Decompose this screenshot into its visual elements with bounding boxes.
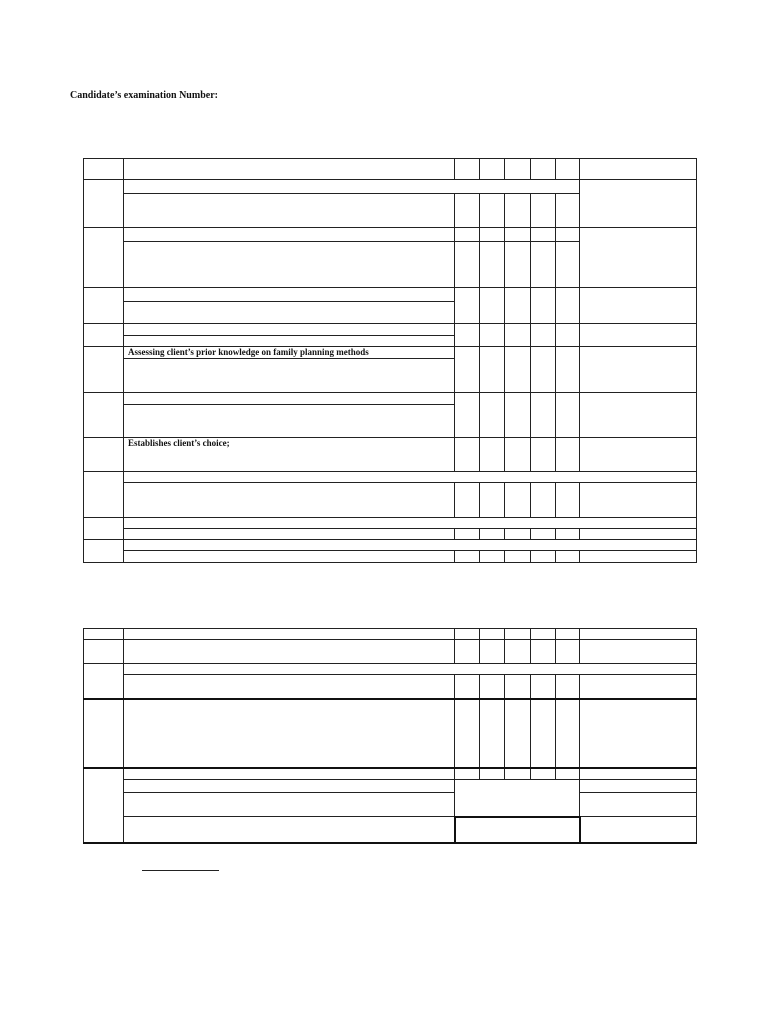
- table-row: [84, 664, 697, 675]
- cell: [84, 180, 124, 228]
- table-row: [84, 472, 697, 483]
- score-cell[interactable]: [531, 483, 556, 518]
- score-cell[interactable]: [480, 288, 505, 324]
- score-cell[interactable]: [480, 393, 505, 438]
- score-cell[interactable]: [455, 768, 480, 780]
- cell: [84, 159, 124, 180]
- cell: [84, 228, 124, 288]
- score-cell[interactable]: [556, 242, 580, 288]
- score-cell[interactable]: [455, 675, 480, 699]
- score-cell[interactable]: [505, 699, 531, 768]
- cell: [124, 324, 455, 336]
- score-cell[interactable]: [455, 194, 480, 228]
- cell: [124, 405, 455, 438]
- cell: [124, 768, 455, 780]
- cell: [580, 393, 697, 438]
- score-cell[interactable]: [505, 529, 531, 540]
- cell: [124, 640, 455, 664]
- cell: [505, 159, 531, 180]
- table-row: [84, 817, 697, 843]
- score-cell[interactable]: [480, 194, 505, 228]
- cell: [84, 640, 124, 664]
- table-row: [84, 518, 697, 529]
- table-row: [84, 529, 697, 540]
- cell: [124, 180, 580, 194]
- table-row: [84, 551, 697, 563]
- cell: [580, 159, 697, 180]
- cell: [84, 472, 124, 518]
- table-row: [84, 483, 697, 518]
- score-cell[interactable]: [505, 242, 531, 288]
- score-cell[interactable]: [480, 551, 505, 563]
- table-row: [84, 675, 697, 699]
- cell: [580, 793, 697, 817]
- score-cell[interactable]: [455, 699, 480, 768]
- cell: [84, 699, 124, 768]
- cell: [124, 242, 455, 288]
- cell: [124, 699, 455, 768]
- checklist-table-1: [83, 158, 697, 563]
- score-cell[interactable]: [556, 768, 580, 780]
- score-cell[interactable]: [505, 438, 531, 472]
- table-row: [84, 780, 697, 793]
- score-cell[interactable]: [505, 393, 531, 438]
- score-cell[interactable]: [505, 288, 531, 324]
- cell: [580, 180, 697, 228]
- cell: [124, 288, 455, 302]
- score-cell[interactable]: [455, 551, 480, 563]
- score-cell[interactable]: [455, 640, 480, 664]
- cell: [84, 540, 124, 563]
- score-cell[interactable]: [455, 347, 480, 393]
- assessing-knowledge-label: Assessing client’s prior knowledge on family planning methods: [124, 347, 455, 359]
- score-cell[interactable]: [556, 675, 580, 699]
- total-score-box[interactable]: [455, 817, 580, 843]
- cell: [84, 768, 124, 843]
- table-row: [84, 768, 697, 780]
- cell: [580, 347, 697, 393]
- score-cell[interactable]: [480, 529, 505, 540]
- score-cell[interactable]: [531, 288, 556, 324]
- cell: [124, 780, 455, 793]
- checklist-table-2: [83, 628, 697, 844]
- score-cell[interactable]: [455, 483, 480, 518]
- cell: [124, 529, 455, 540]
- cell: [124, 228, 455, 242]
- cell: [580, 780, 697, 793]
- score-cell[interactable]: [531, 529, 556, 540]
- cell: [124, 483, 455, 518]
- cell: [124, 302, 455, 324]
- cell: [84, 393, 124, 438]
- table-row: [84, 540, 697, 551]
- score-cell[interactable]: [556, 194, 580, 228]
- cell: [556, 629, 580, 640]
- cell: [531, 159, 556, 180]
- table-row: [84, 347, 697, 359]
- cell: [580, 529, 697, 540]
- score-cell[interactable]: [480, 438, 505, 472]
- table-row: [84, 393, 697, 405]
- score-cell[interactable]: [531, 438, 556, 472]
- score-cell[interactable]: [480, 768, 505, 780]
- cell: [580, 640, 697, 664]
- score-cell[interactable]: [505, 551, 531, 563]
- cell: [580, 438, 697, 472]
- table-row: [84, 640, 697, 664]
- cell: [84, 288, 124, 324]
- score-cell[interactable]: [556, 438, 580, 472]
- cell: [84, 324, 124, 347]
- score-cell[interactable]: [480, 242, 505, 288]
- score-cell[interactable]: [505, 324, 531, 347]
- cell: [124, 664, 697, 675]
- establishes-choice-label: Establishes client’s choice;: [124, 438, 455, 472]
- score-cell[interactable]: [531, 640, 556, 664]
- cell: [580, 228, 697, 288]
- cell: [580, 699, 697, 768]
- score-cell[interactable]: [505, 675, 531, 699]
- signature-line: [142, 870, 219, 871]
- cell: [580, 483, 697, 518]
- cell: [124, 393, 455, 405]
- score-cell[interactable]: [505, 194, 531, 228]
- cell: [580, 288, 697, 324]
- score-cell[interactable]: [556, 347, 580, 393]
- score-cell[interactable]: [505, 228, 531, 242]
- score-cell[interactable]: [480, 324, 505, 347]
- cell: [580, 324, 697, 347]
- score-cell[interactable]: [505, 347, 531, 393]
- cell: [84, 347, 124, 393]
- score-cell[interactable]: [556, 228, 580, 242]
- cell: [580, 551, 697, 563]
- cell: [455, 629, 480, 640]
- score-cell[interactable]: [556, 551, 580, 563]
- cell: [84, 629, 124, 640]
- score-cell[interactable]: [505, 483, 531, 518]
- score-cell[interactable]: [480, 675, 505, 699]
- score-cell[interactable]: [556, 699, 580, 768]
- score-cell[interactable]: [531, 347, 556, 393]
- table-row: [84, 699, 697, 768]
- cell: [580, 768, 697, 780]
- cell: [455, 159, 480, 180]
- cell: [124, 518, 697, 529]
- score-cell[interactable]: [531, 324, 556, 347]
- score-cell[interactable]: [531, 699, 556, 768]
- score-cell[interactable]: [531, 194, 556, 228]
- cell: [505, 629, 531, 640]
- cell: [480, 159, 505, 180]
- cell: [124, 629, 455, 640]
- score-cell[interactable]: [455, 288, 480, 324]
- cell: [480, 629, 505, 640]
- score-cell[interactable]: [556, 483, 580, 518]
- score-cell[interactable]: [531, 242, 556, 288]
- table-row: [84, 324, 697, 336]
- cell: [84, 518, 124, 540]
- score-cell[interactable]: [480, 347, 505, 393]
- table-header-row: [84, 159, 697, 180]
- table-row: [84, 180, 697, 194]
- score-cell[interactable]: [531, 393, 556, 438]
- cell: [124, 194, 455, 228]
- score-cell[interactable]: [480, 228, 505, 242]
- cell: [84, 664, 124, 699]
- cell: [124, 817, 455, 843]
- cell: [124, 540, 697, 551]
- score-cell[interactable]: [455, 228, 480, 242]
- score-cell[interactable]: [505, 640, 531, 664]
- score-cell[interactable]: [531, 551, 556, 563]
- cell: [124, 159, 455, 180]
- cell: [580, 675, 697, 699]
- score-cell[interactable]: [480, 640, 505, 664]
- cell: [124, 793, 455, 817]
- score-cell[interactable]: [531, 228, 556, 242]
- cell: [124, 359, 455, 393]
- score-cell[interactable]: [531, 675, 556, 699]
- cell: [124, 336, 455, 347]
- score-cell[interactable]: [556, 324, 580, 347]
- score-cell[interactable]: [531, 768, 556, 780]
- score-cell[interactable]: [505, 768, 531, 780]
- table-header-row: [84, 629, 697, 640]
- score-cell[interactable]: [556, 640, 580, 664]
- cell: [580, 817, 697, 843]
- score-cell[interactable]: [455, 393, 480, 438]
- score-cell[interactable]: [455, 242, 480, 288]
- score-cell[interactable]: [556, 288, 580, 324]
- score-cell[interactable]: [455, 324, 480, 347]
- cell: [455, 780, 580, 793]
- score-cell[interactable]: [480, 699, 505, 768]
- cell: [84, 438, 124, 472]
- table-row: [84, 288, 697, 302]
- candidate-exam-number-label: Candidate’s examination Number:: [70, 90, 218, 101]
- score-cell[interactable]: [556, 393, 580, 438]
- score-cell[interactable]: [455, 438, 480, 472]
- cell: [556, 159, 580, 180]
- cell: [580, 629, 697, 640]
- table-row: [84, 793, 697, 817]
- score-cell[interactable]: [556, 529, 580, 540]
- score-cell[interactable]: [455, 529, 480, 540]
- table-row: [84, 228, 697, 242]
- cell: [531, 629, 556, 640]
- cell: [124, 675, 455, 699]
- cell: [124, 551, 455, 563]
- table-row: [84, 438, 697, 472]
- cell: [124, 472, 697, 483]
- score-cell[interactable]: [480, 483, 505, 518]
- cell: [455, 793, 580, 817]
